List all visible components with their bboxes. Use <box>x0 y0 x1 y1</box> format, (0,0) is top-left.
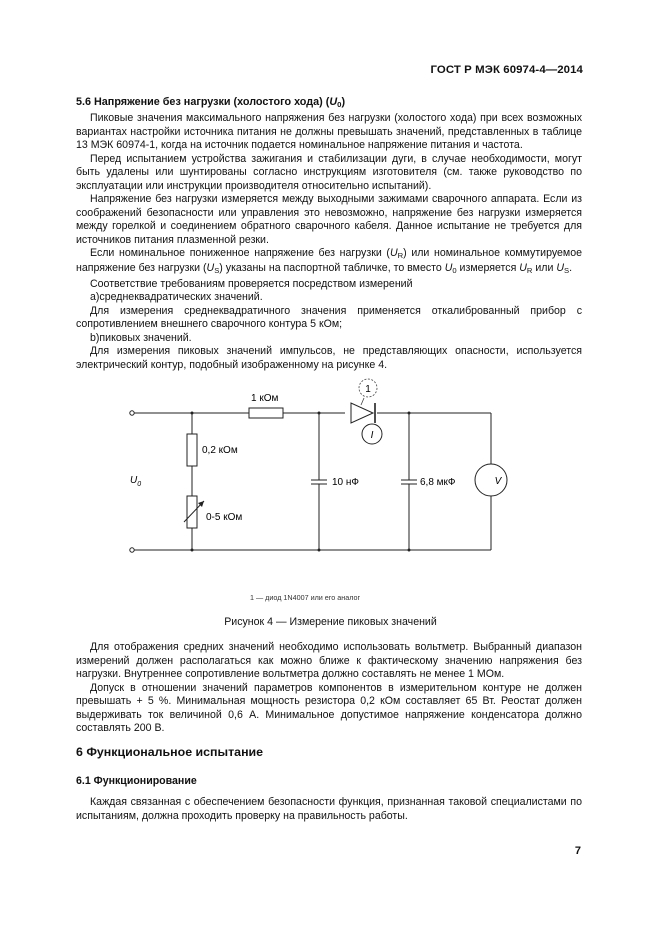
diode-marker-label: 1 <box>365 384 371 395</box>
capacitor-10nf-label: 10 нФ <box>332 477 360 488</box>
figure-caption: Рисунок 4 — Измерение пиковых значений <box>224 616 437 628</box>
paragraph-safety-functions: Каждая связанная с обеспечением безопасности функция, признанная таковой специалистами по испытаниям, должна проходить проверку на правильность работы. <box>76 796 582 822</box>
paragraph-compliance: Соответствие требованиям проверяется посредством измерений <box>90 277 413 290</box>
capacitor-6-8uf-label: 6,8 мкФ <box>420 477 456 488</box>
list-item-b: b)пиковых значений. <box>90 331 192 344</box>
post-figure-body <box>76 641 582 736</box>
paragraph-rms-measurement: Для измерения среднеквадратичного значения применяется откалиброванный прибор с сопротивлением внешнего сварочного контура 5 кОм; <box>76 304 582 331</box>
paragraph-peak-values: Пиковые значения максимального напряжения без нагрузки (холостого хода) при всех возможных вариантах настройки источника питания не должны превышать значений, представленных в таблице 13 МЭК 60974-1, когда на источник подается номинальное напряжение питания и частота. <box>76 112 582 151</box>
resistor-0-2k-icon <box>187 434 197 466</box>
page-number: 7 <box>574 845 581 857</box>
circuit-diagram <box>120 372 520 562</box>
list-item-a: а)среднеквадратических значений. <box>90 291 263 304</box>
paragraph-ignition-devices: Перед испытанием устройства зажигания и стабилизации дуги, в случае необходимости, могут быть удалены или шунтированы согласно инструкциям изготовителя (см. также руководство по эксплуатации или инструкции производителя относительно испытаний). <box>76 152 582 192</box>
paragraph-peak-measurement: Для измерения пиковых значений импульсов, не представляющих опасности, используется электрический контур, подобный изображенному на рисунке 4. <box>76 345 582 371</box>
paragraph-reduced-voltage: Если номинальное пониженное напряжение без нагрузки $(U_R)$ или номинальное коммутируемое напряжение без нагрузки $(U_S)$ указаны на паспортной табличке, то вместо $U_0$ измеряется $U_R$ или $U_S$. <box>76 247 583 276</box>
paragraph-measurement-terminals: Напряжение без нагрузки измеряется между выходными зажимами сварочного аппарата. Если из соображений безопасности или управления это невозможно, напряжение без нагрузки измеряется между горелкой и соединением обратного сварочного кабеля. Данное испытание не требуется для источников питания плазменной резки. <box>76 193 582 246</box>
voltmeter-label: V <box>494 476 502 487</box>
resistor-1k-icon <box>249 408 283 418</box>
section-6-1-body <box>76 796 582 823</box>
paragraph-voltmeter: Для отображения средних значений необходимо использовать вольтметр. Выбранный диапазон измерений должен располагаться как можно ближе к фактическому значению напряжения без нагрузки. Внутреннее сопротивление вольтметра должно составлять не менее 1 МОм. <box>76 641 582 680</box>
voltmeter-icon <box>475 464 507 496</box>
rheostat-label: 0-5 кОм <box>206 512 243 523</box>
rheostat-icon <box>187 496 197 528</box>
resistor-0-2k-label: 0,2 кОм <box>202 445 238 456</box>
resistor-1k-label: 1 кОм <box>251 393 279 404</box>
terminal-bottom-icon <box>130 548 134 552</box>
section-6-title: 6 Функциональное испытание <box>76 745 264 759</box>
figure-footnote: 1 — диод 1N4007 или его аналог <box>250 593 361 602</box>
ammeter-label: I <box>370 430 374 441</box>
section-6-1-title: 6.1 Функционирование <box>76 775 197 787</box>
section-5-6-body <box>76 112 582 372</box>
figure-4-circuit <box>120 372 520 567</box>
section-5-6-title: 5.6 Напряжение без нагрузки (холостого хода) $(U_0)$ <box>76 96 346 109</box>
voltage-u0-label: $U_0$ <box>130 475 142 488</box>
diode-icon <box>351 403 375 423</box>
paragraph-tolerance: Допуск в отношении значений параметров компонентов в измерительном контуре не должен превышать + 5 %. Минимальная мощность резистора 0,2 кОм составляет 65 Вт. Реостат должен выдерживать ток величиной 0,6 А. Минимальное допустимое напряжение конденсатора должно составлять 200 В. <box>76 681 582 734</box>
terminal-top-icon <box>130 411 134 415</box>
capacitor-10nf-icon <box>311 480 327 484</box>
document-code: ГОСТ Р МЭК 60974-4—2014 <box>430 64 583 76</box>
capacitor-6-8uf-icon <box>401 480 417 484</box>
